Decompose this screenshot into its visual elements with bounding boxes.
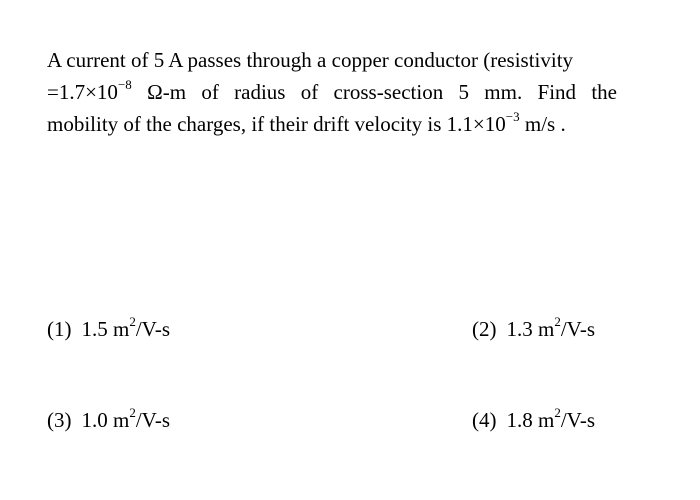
question-line-3 <box>47 108 617 140</box>
option-4-value: 1.8 m <box>506 408 555 432</box>
option-3[interactable] <box>47 405 171 433</box>
resistivity-exponent: −8 <box>117 77 132 92</box>
option-4-number: (4) <box>472 408 497 432</box>
option-1-value: 1.5 m <box>81 317 130 341</box>
option-3-exponent: 2 <box>129 405 136 420</box>
option-4-exponent: 2 <box>554 405 561 420</box>
option-1-exponent: 2 <box>129 314 136 329</box>
drift-velocity-unit: m/s . <box>524 112 566 136</box>
drift-velocity-exponent: −3 <box>505 109 520 124</box>
question-text <box>47 44 617 140</box>
option-4-unit: /V-s <box>560 408 596 432</box>
option-1-number: (1) <box>47 317 72 341</box>
question-line-1: A current of 5 A passes through a copper conductor (resistivity <box>47 48 574 72</box>
option-2-exponent: 2 <box>554 314 561 329</box>
resistivity-value: =1.7×10 <box>47 80 118 104</box>
question-line-2-rest: Ω-m of radius of cross-section 5 mm. Find the <box>147 80 618 104</box>
drift-velocity-text: mobility of the charges, if their drift velocity is 1.1×10 <box>47 112 506 136</box>
option-2-value: 1.3 m <box>506 317 555 341</box>
option-3-unit: /V-s <box>135 408 171 432</box>
option-1[interactable] <box>47 314 171 342</box>
option-3-value: 1.0 m <box>81 408 130 432</box>
option-1-unit: /V-s <box>135 317 171 341</box>
option-2[interactable] <box>472 314 596 342</box>
option-2-unit: /V-s <box>560 317 596 341</box>
option-3-number: (3) <box>47 408 72 432</box>
option-2-number: (2) <box>472 317 497 341</box>
question-line-2 <box>47 76 617 108</box>
option-4[interactable] <box>472 405 596 433</box>
